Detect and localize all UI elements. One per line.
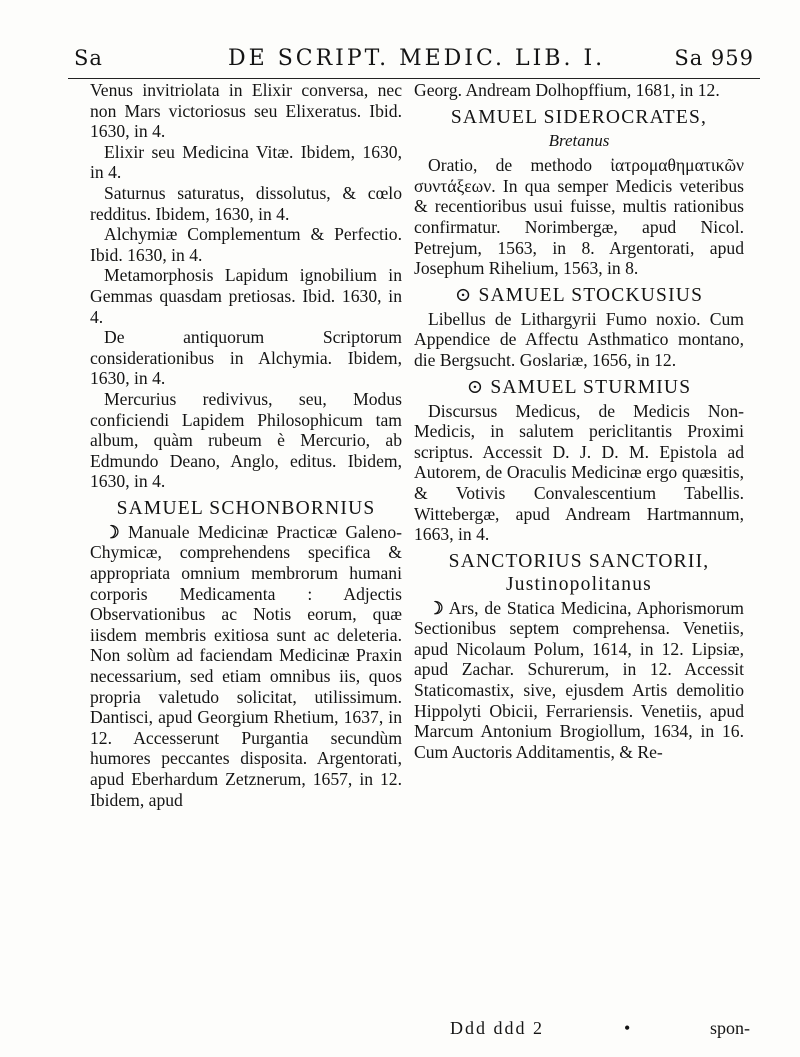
entry-text: De antiquorum Scriptorum considerationibus in Alchymia. Ibidem, 1630, in 4. [90,327,402,389]
entry-text: Libellus de Lithargyrii Fumo noxio. Cum Appendice de Affectu Asthmatico montano, die Bergsucht. Goslariæ, 1656, in 12. [414,308,744,370]
bibliography-entry [90,224,402,265]
entry-text: ⊙ SAMUEL STOCKUSIUS [454,284,704,306]
bibliography-entry [90,80,402,142]
entry-text: Ars, de Statica Medicina, Aphorismorum Sectionibus septem comprehensa. Venetiis, apud Nicolaum Polum, 1614, in 12. Lipsiæ, apud Zachar. Schurerum, in 12. Accessit Staticomastix, sive, ejusdem Artis demolitio Hippolyti Obicii, Ferrariensis. Venetiis, apud Marcum Antonium Brogiollum, 1634, in 16. Cum Auctoris Additamentis, & Re- [414,597,744,762]
entry-text: SAMUEL SIDEROCRATES, [450,106,708,128]
bibliography-entry [414,80,744,101]
entry-text: Oratio, de methodo ἰατρομαθηματικῶν συντάξεων. In qua semper Medicis veteribus & recentioribus usui fuisse, multis rationibus confirmatur. Norimbergæ, apud Nicol. Petrejum, 1563, in 8. Argentorati, apud Josephum Rihelium, 1563, in 8. [414,155,744,279]
entry-text: SANCTORIUS SANCTORII, Justinopolitanus [448,550,710,595]
bibliography-entry [90,389,402,492]
author-heading [414,376,744,399]
entry-text: Elixir seu Medicina Vitæ. Ibidem, 1630, in 4. [90,141,402,183]
entry-text: Alchymiæ Complementum & Perfectio. Ibid. 1630, in 4. [90,224,402,265]
moon-symbol-icon: ☽ [104,521,120,542]
running-header [68,42,760,79]
author-heading [414,106,744,129]
entry-text: Manuale Medicinæ Practicæ Galeno-Chymicæ, comprehendens specifica & appropriata omnium membrorum humani corporis Medicamenta : Adjectis Observationibus ac Notis eorum, quæ iisdem membris exitiosa sunt ac deleteria. Non solùm ad faciendam Medicinæ Praxin necessarium, sed etiam omnibus iis, quos propria valetudo solicitat, utilissimum. Dantisci, apud Georgium Rhetium, 1637, in 12. Accesserunt Purgantia secundùm humores peccantes disposita. Argentorati, apud Eberhardum Zetznerum, 1657, in 12. Ibidem, apud [90,521,402,810]
bibliography-entry [414,155,744,279]
header-left-guide-word: Sa [74,46,103,70]
author-heading [90,497,402,520]
bibliography-entry [90,142,402,183]
entry-text: Metamorphosis Lapidum ignobilium in Gemmas quasdam pretiosas. Ibid. 1630, in 4. [90,265,402,327]
entry-text: Bretanus [548,130,610,150]
footer-dot: • [624,1018,631,1038]
moon-symbol-icon: ☽ [428,597,444,618]
left-column [90,80,402,810]
signature-mark: Ddd ddd 2 [450,1018,544,1038]
bibliography-entry [90,183,402,224]
entry-text: Saturnus saturatus, dissolutus, & cœlo redditus. Ibidem, 1630, in 4. [90,182,402,224]
bibliography-entry [90,522,402,810]
catchword: spon- [710,1018,750,1038]
entry-text: Discursus Medicus, de Medicis Non-Medicis, in salutem periclitantis Proximi scriptus. Accessit D. J. D. M. Epistola ad Autorem, de Oraculis Medicinæ ergo quæsitis, & Votivis Convalescentium Tabellis. Wittebergæ, apud Andream Hartmannum, 1663, in 4. [414,400,744,545]
header-title: DE SCRIPT. MEDIC. LIB. I. [228,46,606,71]
right-column [414,80,744,762]
header-right-guide-and-page-number: Sa 959 [674,46,754,70]
author-heading [414,550,744,596]
entry-text: Venus invitriolata in Elixir conversa, nec non Mars victoriosus seu Elixeratus. Ibid. 1630, in 4. [90,80,402,142]
author-heading [414,284,744,307]
bibliography-entry [90,265,402,327]
bibliography-entry [414,598,744,763]
entry-text: SAMUEL SCHONBORNIUS [116,497,376,519]
author-origin [414,131,744,152]
bibliography-entry [90,327,402,389]
bibliography-entry [414,309,744,371]
entry-text: Mercurius redivivus, seu, Modus conficiendi Lapidem Philosophicum tam album, quàm rubeum è Mercurio, ab Edmundo Deano, Anglo, editus. Ibidem, 1630, in 4. [90,388,402,492]
entry-text: ⊙ SAMUEL STURMIUS [466,376,692,398]
entry-text: Georg. Andream Dolhopffium, 1681, in 12. [414,80,720,100]
bibliography-entry [414,401,744,545]
